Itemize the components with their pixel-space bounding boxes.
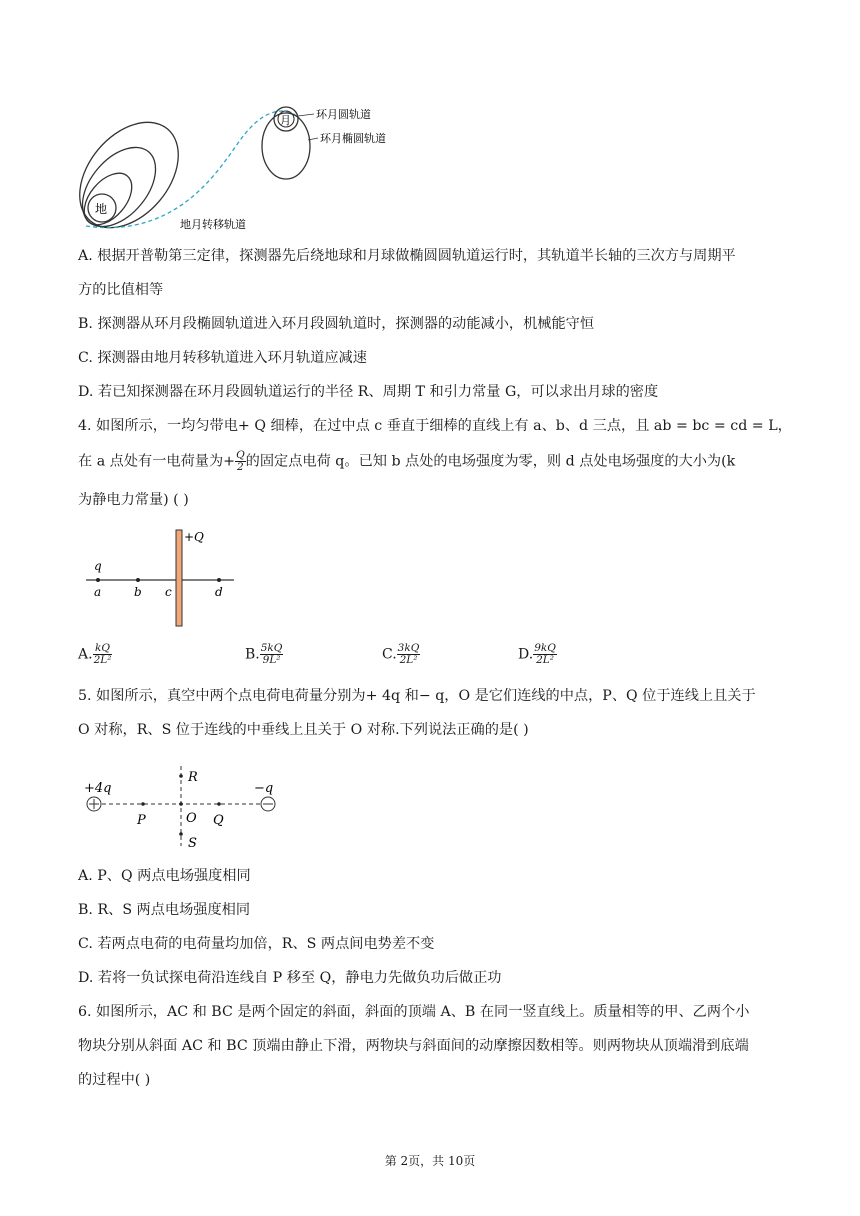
q4-label-a: a [94, 585, 102, 599]
q5-stem-line1: 5. 如图所示，真空中两个点电荷电荷量分别为+ 4q 和− q，O 是它们连线的中点，P、Q 位于连线上且关于 [78, 688, 756, 704]
q5-point-q [217, 802, 221, 806]
q4-charged-rod [176, 530, 182, 626]
q5-label-q: Q [213, 813, 224, 828]
q4-option-c-num: 3kQ [397, 642, 420, 654]
q6-stem-line3: 的过程中( ) [78, 1072, 151, 1088]
q4-label-b: b [134, 585, 142, 599]
transfer-orbit [86, 111, 299, 228]
leader-circular [298, 114, 314, 116]
q5-label-r: R [188, 770, 198, 785]
q4-line2-pre: 在 a 点处有一电荷量为+ [78, 453, 236, 470]
q3-option-a-line2: 方的比值相等 [78, 282, 164, 298]
q4-label-q: q [94, 559, 102, 573]
q5-point-o [179, 802, 183, 806]
q4-label-d: d [215, 585, 223, 599]
orbit-figure [74, 100, 404, 235]
q5-label-p: P [137, 813, 146, 828]
q3-option-a-line1: A. 根据开普勒第三定律，探测器先后绕地球和月球做椭圆圆轨道运行时，其轨道半长轴的三次方与周期平 [78, 248, 736, 264]
q3-option-d: D. 若已知探测器在环月段圆轨道运行的半径 R、周期 T 和引力常量 G，可以求出月球的密度 [78, 384, 659, 400]
q4-stem-line1: 4. 如图所示，一均匀带电+ Q 细棒，在过中点 c 垂直于细棒的直线上有 a、b、d 三点，且 ab = bc = cd = L， [78, 418, 792, 434]
q4-option-d-frac [533, 643, 557, 666]
q4-option-b [245, 643, 283, 666]
earth-label: 地 [95, 202, 108, 216]
q4-option-a-label: A. [78, 646, 93, 663]
q4-option-c-den: 2L² [399, 654, 418, 666]
q6-stem-line2: 物块分别从斜面 AC 和 BC 顶端由静止下滑，两物块与斜面间的动摩擦因数相等。则两物块从顶端滑到底端 [78, 1038, 749, 1054]
q4-option-a-num: kQ [93, 643, 113, 655]
q5-stem-line2: O 对称，R、S 位于连线的中垂线上且关于 O 对称.下列说法正确的是( ) [78, 722, 529, 738]
q4-point-a [96, 578, 100, 582]
q5-charges-figure [82, 760, 292, 855]
q4-rod-figure [82, 526, 242, 630]
q3-option-b: B. 探测器从环月段椭圆轨道进入环月段圆轨道时，探测器的动能减小，机械能守恒 [78, 316, 595, 332]
q4-rod-label: +Q [184, 530, 204, 544]
q4-option-c [382, 643, 420, 666]
label-circular-orbit: 环月圆轨道 [316, 108, 371, 121]
label-elliptical-orbit: 环月椭圆轨道 [320, 132, 386, 145]
q5-option-b: B. R、S 两点电场强度相同 [78, 902, 251, 918]
q4-option-b-label: B. [245, 646, 260, 663]
q5-left-charge-label: +4q [84, 781, 112, 796]
q4-option-b-num: 5kQ [260, 642, 283, 654]
q4-label-c: c [165, 585, 172, 599]
q4-option-a-frac [93, 643, 113, 666]
q4-option-d-den: 2L² [536, 654, 554, 666]
q5-option-c: C. 若两点电荷的电荷量均加倍，R、S 两点间电势差不变 [78, 936, 435, 952]
earth-orbit-outer [74, 103, 198, 235]
q4-option-b-frac [260, 643, 284, 666]
q5-option-d: D. 若将一负试探电荷沿连线自 P 移至 Q，静电力先做负功后做正功 [78, 970, 502, 986]
q3-option-c: C. 探测器由地月转移轨道进入环月轨道应减速 [78, 350, 367, 366]
q4-frac-den: 2 [237, 461, 244, 473]
q5-right-charge-label: −q [254, 781, 274, 796]
q4-line2-post: 的固定点电荷 q。已知 b 点处的电场强度为零，则 d 点处电场强度的大小为(k [245, 453, 736, 470]
q5-point-p [141, 802, 145, 806]
q4-stem-line3: 为静电力常量) ( ) [78, 492, 189, 508]
q5-option-a: A. P、Q 两点电场强度相同 [78, 868, 251, 884]
q5-label-s: S [188, 836, 197, 851]
q5-point-r [179, 774, 183, 778]
q6-stem-line1: 6. 如图所示，AC 和 BC 是两个固定的斜面，斜面的顶端 A、B 在同一竖直线上。质量相等的甲、乙两个小 [78, 1004, 750, 1020]
q4-option-a-den: 2L² [93, 654, 112, 666]
q4-point-b [136, 578, 140, 582]
q4-option-c-label: C. [382, 646, 397, 663]
page-footer: 第 2页，共 10页 [384, 1154, 476, 1168]
q4-option-a [78, 643, 112, 666]
q4-frac-num: Q [236, 449, 245, 461]
q4-point-d [217, 578, 221, 582]
q4-fraction [235, 450, 246, 473]
q4-option-c-frac [397, 643, 421, 666]
q4-option-d-label: D. [518, 646, 534, 663]
q4-option-b-den: 9L² [262, 654, 281, 666]
label-transfer-orbit: 地月转移轨道 [180, 218, 246, 231]
q4-option-d-num: 9kQ [534, 642, 556, 654]
q5-label-o: O [186, 811, 197, 826]
q4-stem-line2 [78, 450, 735, 473]
moon-label: 月 [280, 114, 291, 127]
q5-point-s [179, 832, 183, 836]
q4-option-d [518, 643, 557, 666]
